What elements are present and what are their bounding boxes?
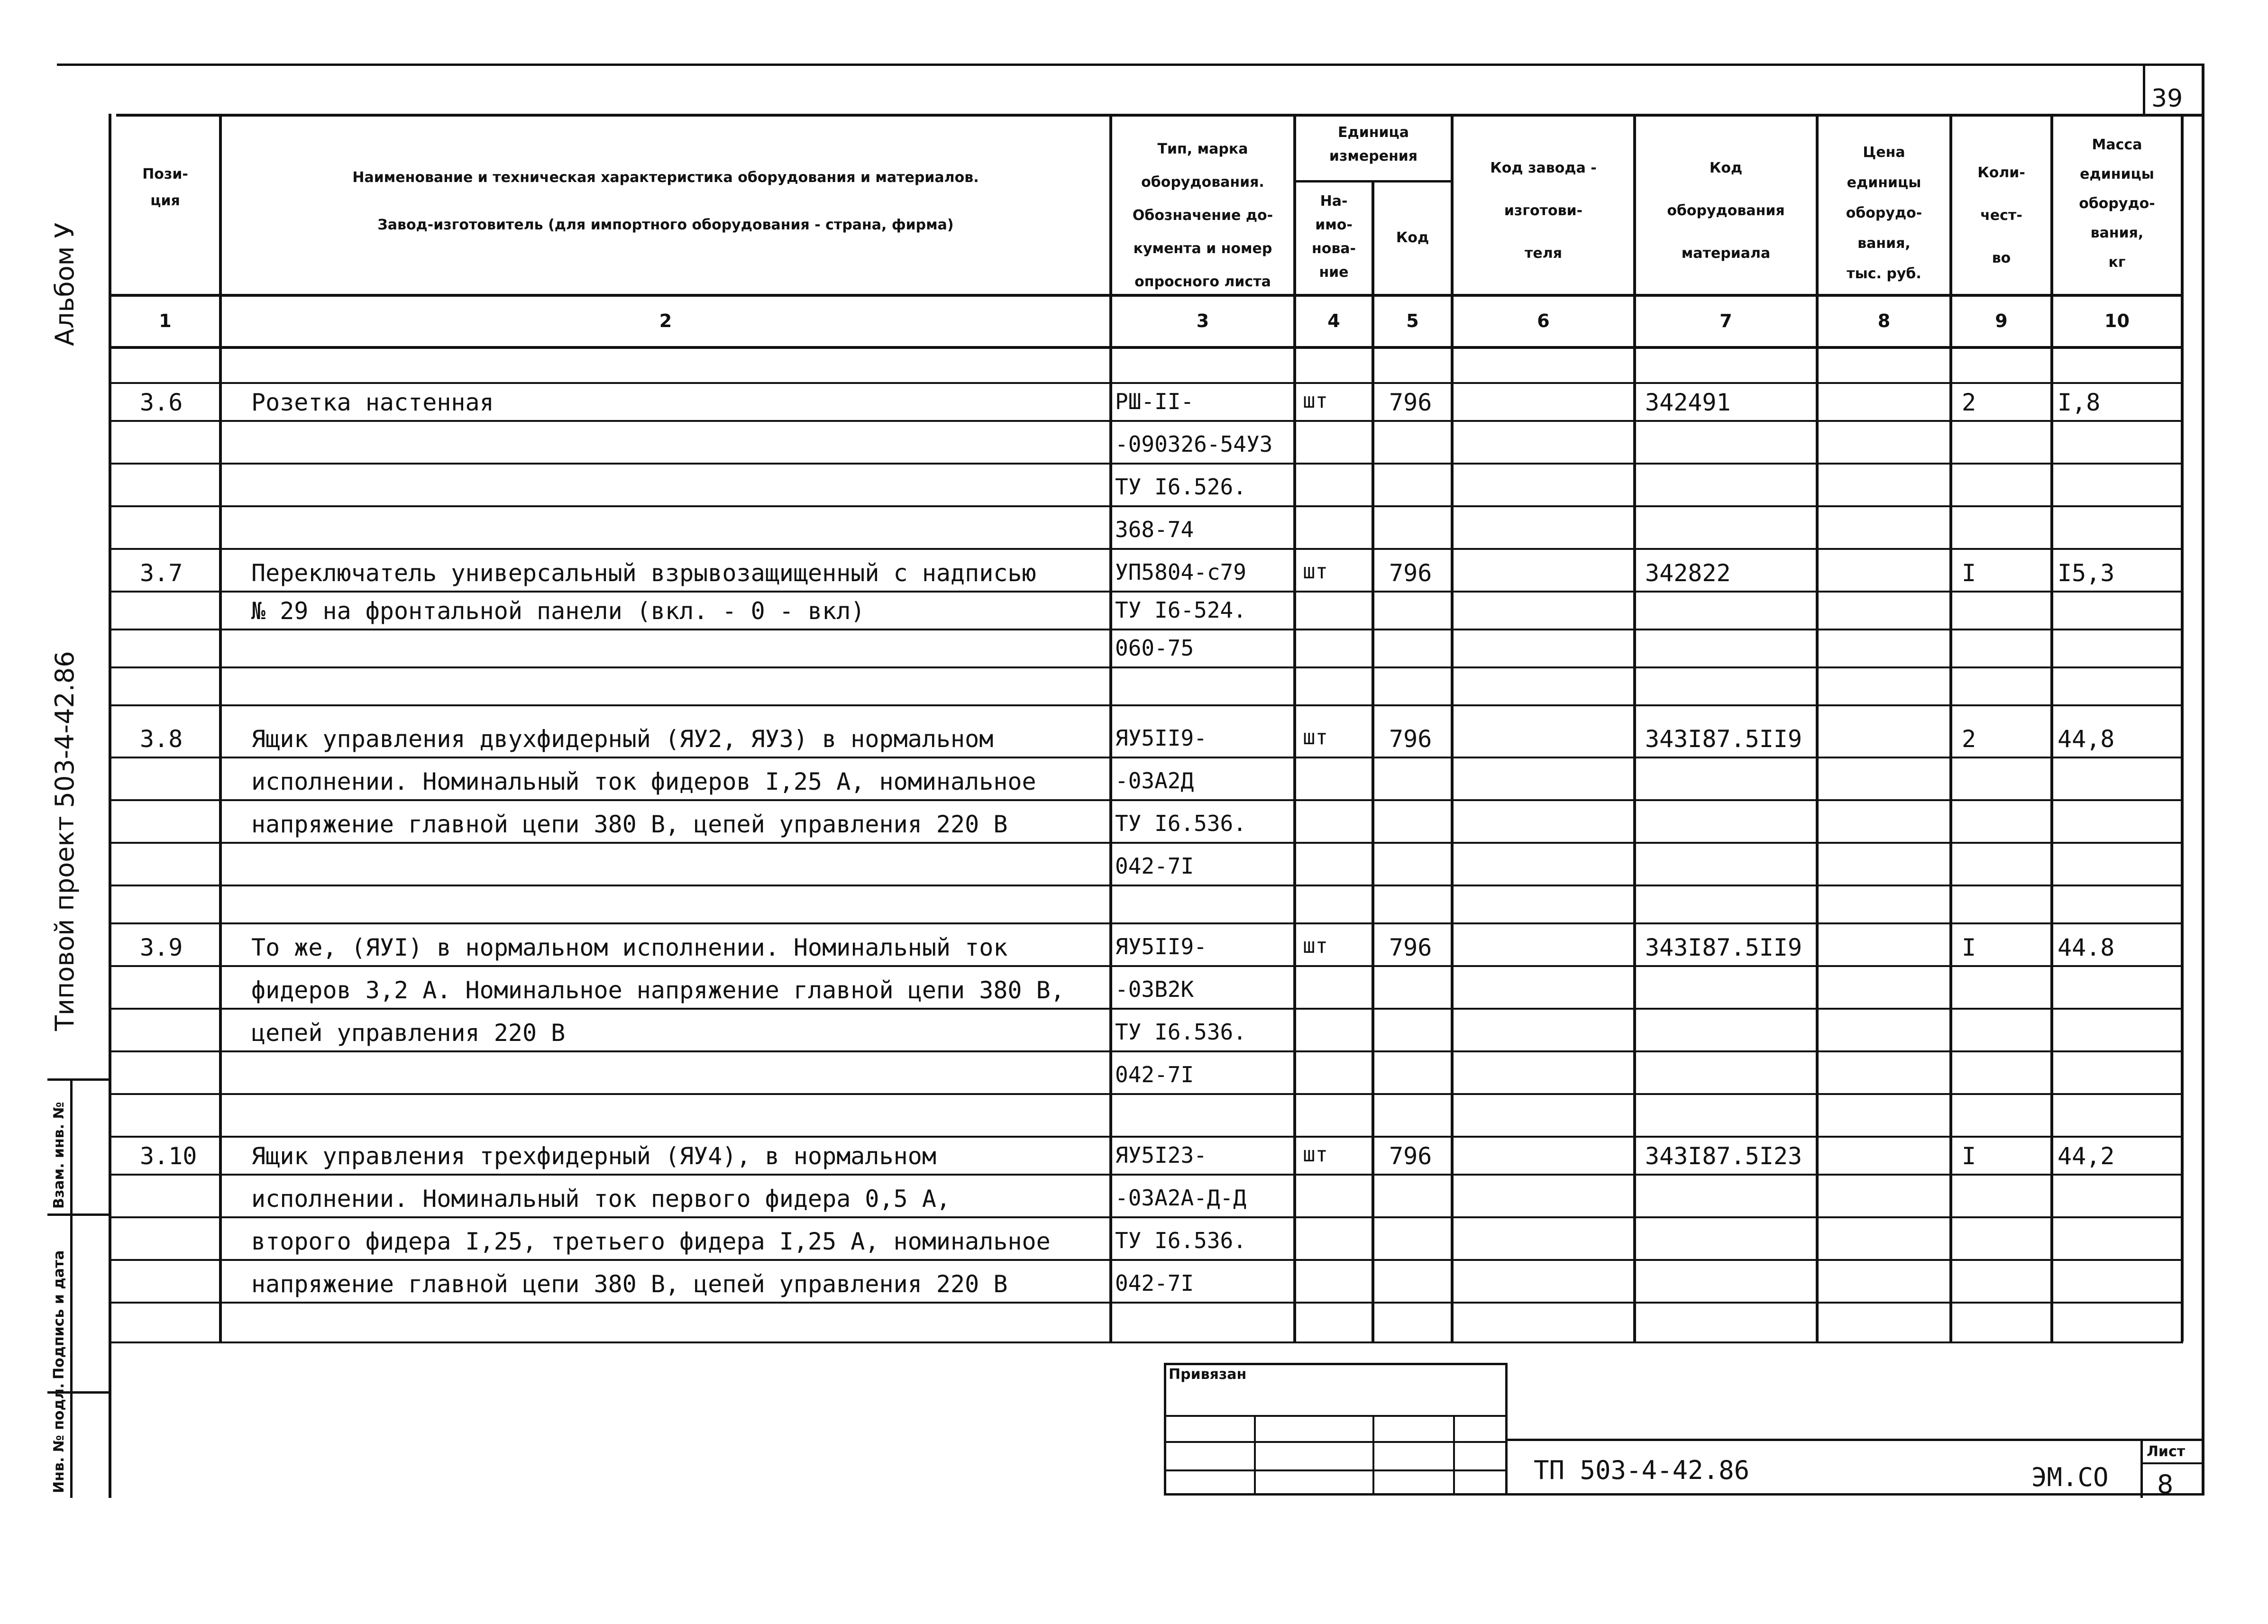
- header-col9: [1952, 152, 2050, 280]
- linked-box-col-3: [1453, 1415, 1455, 1496]
- row-line-21: [111, 1216, 2183, 1218]
- header-col8-line1: Цена: [1863, 144, 1905, 161]
- item-unit-code: 796: [1389, 559, 1432, 587]
- header-col9-line2: чест-: [1980, 207, 2022, 224]
- row-line-18: [111, 1093, 2183, 1095]
- row-line-11: [111, 799, 2183, 801]
- title-block-bottom-line: [1164, 1493, 2204, 1496]
- section-code: ЭМ.СО: [2031, 1462, 2109, 1492]
- top-rule: [57, 64, 2204, 66]
- col-line-8: [1949, 114, 1952, 1341]
- header-col5: [1374, 223, 1451, 253]
- colnum-10: 10: [2104, 310, 2130, 331]
- item-name-line: напряжение главной цепи 380 В, цепей управления 220 В: [251, 811, 1008, 838]
- item-type-line: 042-7I: [1115, 1270, 1194, 1296]
- item-quantity: I: [1962, 559, 1976, 587]
- stamp-label-inventory: Инв. № подл.: [51, 1383, 67, 1493]
- row-line-15: [111, 965, 2183, 967]
- header-col9-line3: во: [1992, 250, 2011, 266]
- colnum-2: 2: [659, 310, 672, 331]
- row-line-19: [111, 1136, 2183, 1138]
- colnum-5: 5: [1406, 310, 1419, 331]
- number-row-bottom-line: [111, 346, 2183, 349]
- header-col3-line4: кумента и номер: [1133, 240, 1272, 257]
- item-type-line: 042-7I: [1115, 1062, 1194, 1087]
- album-label: Альбом У: [50, 222, 80, 346]
- header-col6: [1454, 147, 1633, 275]
- header-col8-line2: единицы: [1847, 174, 1921, 191]
- item-type-line: ЯУ5I23-: [1115, 1142, 1207, 1168]
- item-type-line: -03В2К: [1115, 976, 1194, 1002]
- row-line-23: [111, 1302, 2183, 1304]
- linked-box-right: [1505, 1363, 1508, 1496]
- sheet-number-box-left: [2143, 64, 2145, 117]
- item-name-line: № 29 на фронтальной панели (вкл. - 0 - вкл): [251, 597, 865, 625]
- item-mass: I,8: [2058, 389, 2101, 416]
- colnum-7: 7: [1719, 310, 1732, 331]
- header-col10-line2: единицы: [2080, 166, 2154, 182]
- col-line-10: [2181, 114, 2184, 1341]
- header-unit-group-line2: измерения: [1329, 148, 1418, 164]
- row-line-24: [111, 1341, 2183, 1343]
- row-line-17: [111, 1050, 2183, 1052]
- row-line-6: [111, 591, 2183, 593]
- item-type-line: 042-7I: [1115, 853, 1194, 879]
- item-equipment-code: 343I87.5II9: [1645, 725, 1802, 753]
- header-col6-line3: теля: [1525, 245, 1562, 262]
- item-unit: шт: [1303, 725, 1328, 749]
- header-col3-line2: оборудования.: [1141, 174, 1264, 191]
- header-col1-line2: ция: [150, 192, 180, 209]
- sheet-label: Лист: [2147, 1443, 2186, 1460]
- col-line-5: [1451, 114, 1454, 1341]
- item-mass: I5,3: [2058, 559, 2115, 587]
- item-name-line: Ящик управления трехфидерный (ЯУ4), в нормальном: [251, 1142, 936, 1170]
- row-line-2: [111, 420, 2183, 422]
- header-col8-line4: вания,: [1857, 235, 1911, 252]
- item-name-line: второго фидера I,25, третьего фидера I,25 А, номинальное: [251, 1228, 1051, 1255]
- item-type-line: ТУ I6-524.: [1115, 597, 1246, 623]
- item-position: 3.7: [140, 559, 183, 587]
- item-unit: шт: [1303, 389, 1328, 413]
- header-col8-line5: тыс. руб.: [1847, 265, 1921, 282]
- row-line-4: [111, 505, 2183, 507]
- sheet-number: 39: [2151, 84, 2183, 113]
- item-position: 3.9: [140, 934, 183, 961]
- item-position: 3.6: [140, 389, 183, 416]
- header-col3-line1: Тип, марка: [1157, 141, 1248, 157]
- item-type-line: -090326-54У3: [1115, 431, 1273, 457]
- col-line-7: [1816, 114, 1819, 1341]
- row-line-16: [111, 1008, 2183, 1010]
- header-col2-line1: Наименование и техническая характеристика оборудования и материалов.: [352, 169, 979, 186]
- item-type-line: -03А2Д: [1115, 768, 1194, 794]
- row-line-8: [111, 666, 2183, 668]
- header-col10: [2053, 130, 2181, 277]
- row-line-12: [111, 842, 2183, 844]
- item-mass: 44.8: [2058, 934, 2115, 961]
- header-col7-line2: оборудования: [1667, 202, 1785, 219]
- item-type-line: ТУ I6.526.: [1115, 474, 1246, 500]
- colnum-9: 9: [1995, 310, 2008, 331]
- item-unit-code: 796: [1389, 389, 1432, 416]
- linked-box-row-3: [1164, 1469, 1508, 1471]
- row-line-7: [111, 629, 2183, 630]
- linked-box-col-2: [1372, 1415, 1374, 1496]
- row-line-9: [111, 704, 2183, 706]
- frame-right-border: [2202, 64, 2204, 1495]
- unit-group-divider: [1293, 180, 1454, 182]
- item-name-line: исполнении. Номинальный ток фидеров I,25 А, номинальное: [251, 768, 1036, 795]
- col-line-4: [1372, 180, 1374, 1341]
- item-name-line: Розетка настенная: [251, 389, 494, 416]
- item-name-line: фидеров 3,2 А. Номинальное напряжение главной цепи 380 В,: [251, 976, 1065, 1004]
- header-col10-line3: оборудо-: [2079, 195, 2155, 212]
- item-position: 3.10: [140, 1142, 197, 1170]
- sheet-label-box-left: [2140, 1439, 2143, 1498]
- colnum-4: 4: [1327, 310, 1340, 331]
- header-col4-line4: ние: [1319, 264, 1349, 281]
- header-col7-line1: Код: [1709, 160, 1743, 176]
- linked-box-row-1: [1164, 1415, 1508, 1417]
- item-name-line: Переключатель универсальный взрывозащищенный с надписью: [251, 559, 1036, 587]
- sheet-label-box-divider: [2140, 1462, 2204, 1464]
- stamp-strip-line-2: [47, 1213, 110, 1216]
- col-line-1: [219, 114, 222, 1341]
- title-block-top-line: [1508, 1439, 2204, 1441]
- header-col1: [111, 161, 219, 214]
- header-unit-group: [1296, 121, 1451, 168]
- row-line-5: [111, 548, 2183, 550]
- item-mass: 44,8: [2058, 725, 2115, 753]
- header-col2: [222, 154, 1109, 249]
- header-col7: [1636, 147, 1816, 275]
- item-type-line: ЯУ5II9-: [1115, 725, 1207, 751]
- header-col9-line1: Коли-: [1977, 164, 2025, 181]
- header-col8-line3: оборудо-: [1846, 205, 1922, 221]
- header-col5-line1: Код: [1396, 229, 1429, 246]
- header-col4: [1296, 190, 1372, 284]
- item-unit-code: 796: [1389, 934, 1432, 961]
- colnum-3: 3: [1196, 310, 1209, 331]
- header-col3-line3: Обозначение до-: [1132, 207, 1273, 224]
- header-col2-line2: Завод-изготовитель (для импортного оборудования - страна, фирма): [377, 217, 954, 233]
- item-quantity: 2: [1962, 389, 1976, 416]
- stamp-strip-line-1: [47, 1078, 110, 1081]
- item-unit: шт: [1303, 1142, 1328, 1167]
- row-line-3: [111, 463, 2183, 465]
- item-quantity: 2: [1962, 725, 1976, 753]
- item-type-line: -03А2А-Д-Д: [1115, 1185, 1246, 1211]
- item-unit: шт: [1303, 934, 1328, 958]
- item-mass: 44,2: [2058, 1142, 2115, 1170]
- item-type-line: 368-74: [1115, 517, 1194, 542]
- item-type-line: УП5804-с79: [1115, 559, 1246, 585]
- colnum-1: 1: [159, 310, 172, 331]
- row-line-13: [111, 885, 2183, 886]
- item-name-line: напряжение главной цепи 380 В, цепей управления 220 В: [251, 1270, 1008, 1298]
- item-type-line: ТУ I6.536.: [1115, 811, 1246, 836]
- header-col4-line1: На-: [1320, 193, 1348, 210]
- row-line-20: [111, 1174, 2183, 1176]
- row-line-14: [111, 922, 2183, 924]
- item-name-line: цепей управления 220 В: [251, 1019, 566, 1047]
- item-unit-code: 796: [1389, 1142, 1432, 1170]
- header-col6-line2: изготови-: [1504, 202, 1583, 219]
- header-col4-line3: нова-: [1311, 240, 1356, 257]
- item-name-line: Ящик управления двухфидерный (ЯУ2, ЯУ3) в нормальном: [251, 725, 994, 753]
- stamp-label-signature: Подпись и дата: [51, 1250, 67, 1379]
- document-code: ТП 503-4-42.86: [1534, 1455, 1750, 1485]
- linked-box-left: [1164, 1363, 1166, 1496]
- sheet-no: 8: [2157, 1469, 2174, 1499]
- item-name-line: исполнении. Номинальный ток первого фидера 0,5 А,: [251, 1185, 951, 1213]
- project-label: Типовой проект 503-4-42.86: [50, 651, 80, 1031]
- item-equipment-code: 343I87.5I23: [1645, 1142, 1802, 1170]
- colnum-8: 8: [1877, 310, 1891, 331]
- header-col7-line3: материала: [1681, 245, 1771, 262]
- item-quantity: I: [1962, 1142, 1976, 1170]
- header-col10-line4: вания,: [2090, 225, 2144, 241]
- row-line-22: [111, 1259, 2183, 1261]
- stamp-strip-inner-border: [70, 1078, 73, 1498]
- item-equipment-code: 343I87.5II9: [1645, 934, 1802, 961]
- item-quantity: I: [1962, 934, 1976, 961]
- linked-box-row-2: [1164, 1441, 1508, 1443]
- item-unit: шт: [1303, 559, 1328, 584]
- item-type-line: ТУ I6.536.: [1115, 1019, 1246, 1045]
- row-line-10: [111, 757, 2183, 758]
- item-position: 3.8: [140, 725, 183, 753]
- item-type-line: 060-75: [1115, 635, 1194, 661]
- header-col10-line5: кг: [2108, 254, 2126, 271]
- stamp-label-replaced: Взам. инв. №: [51, 1102, 67, 1209]
- item-name-line: То же, (ЯУI) в нормальном исполнении. Номинальный ток: [251, 934, 1008, 961]
- col-line-9: [2050, 114, 2053, 1341]
- row-line-1: [111, 382, 2183, 384]
- header-col6-line1: Код завода -: [1490, 160, 1597, 176]
- header-col8: [1819, 137, 1949, 289]
- item-equipment-code: 342822: [1645, 559, 1731, 587]
- header-col10-line1: Масса: [2092, 137, 2142, 153]
- table-top-border: [116, 114, 2204, 117]
- header-col3: [1112, 133, 1293, 299]
- item-equipment-code: 342491: [1645, 389, 1731, 416]
- header-col3-line5: опросного листа: [1134, 274, 1271, 290]
- linked-box-top: [1164, 1363, 1508, 1365]
- item-type-line: ТУ I6.536.: [1115, 1228, 1246, 1253]
- colnum-6: 6: [1537, 310, 1550, 331]
- header-col4-line2: имо-: [1315, 217, 1353, 233]
- header-unit-group-line1: Единица: [1338, 124, 1409, 141]
- col-line-6: [1633, 114, 1636, 1341]
- linked-label: Привязан: [1169, 1366, 1247, 1383]
- item-type-line: ЯУ5II9-: [1115, 934, 1207, 959]
- item-unit-code: 796: [1389, 725, 1432, 753]
- header-col1-line1: Пози-: [142, 166, 188, 182]
- item-type-line: РШ-II-: [1115, 389, 1194, 414]
- linked-box-col-1: [1254, 1415, 1256, 1496]
- col-line-3: [1293, 114, 1296, 1341]
